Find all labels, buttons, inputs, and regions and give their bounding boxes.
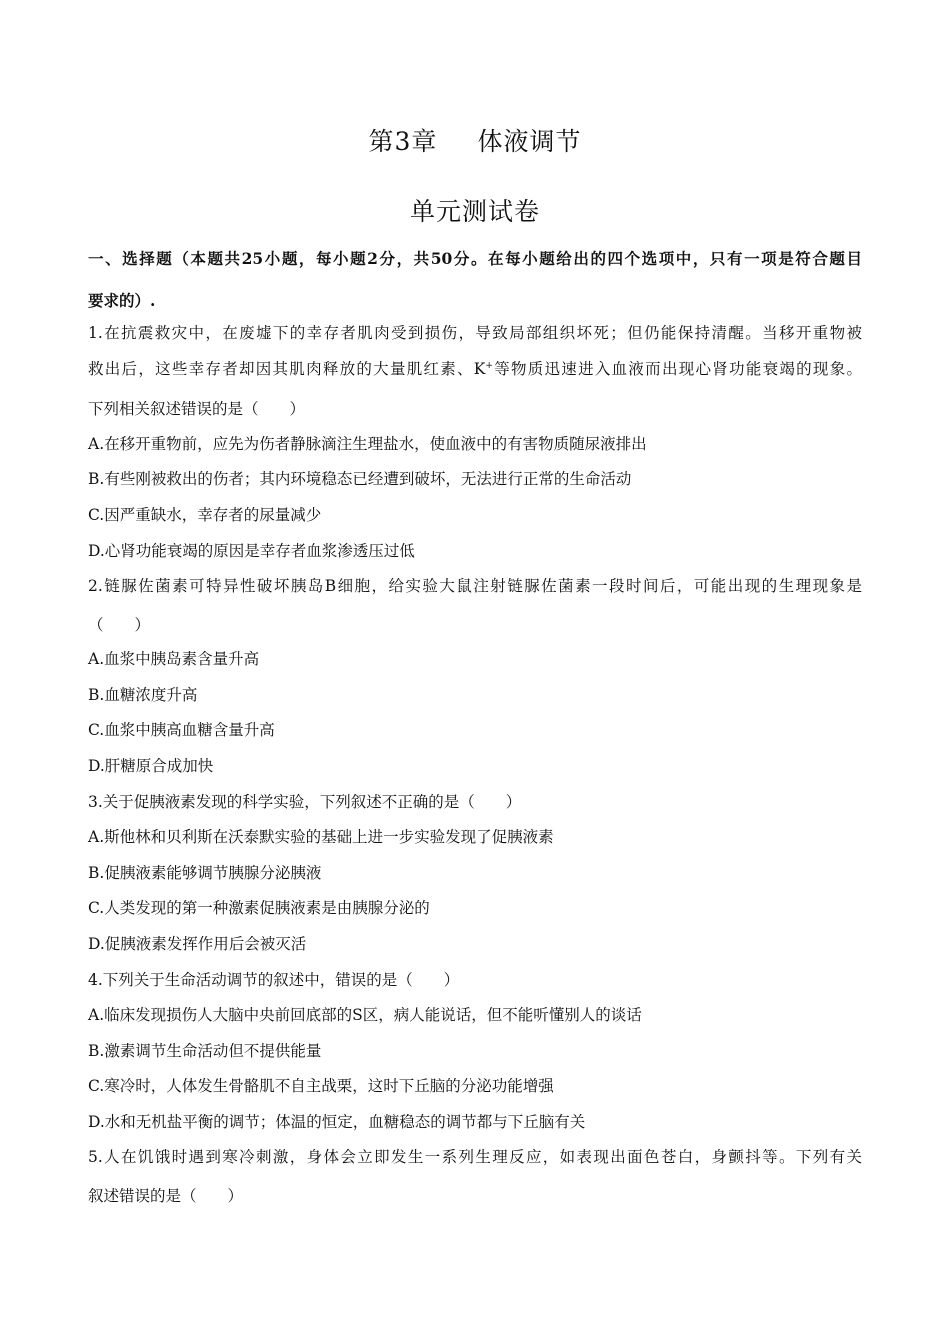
section-instructions-line1: 一、选择题（本题共25小题，每小题2分，共50分。在每小题给出的四个选项中，只有一项是符合题目 [88,249,862,268]
q2-option-b: B.血糖浓度升高 [88,686,198,704]
q2-stem-line1: 2.链脲佐菌素可特异性破坏胰岛B细胞，给实验大鼠注射链脲佐菌素一段时间后，可能出现的生理现象是 [88,577,862,595]
q4-option-a: A.临床发现损伤人大脑中央前回底部的S区，病人能说话，但不能听懂别人的谈话 [88,1006,642,1024]
chapter-number: 第3章 [368,127,438,156]
chapter-title: 体液调节 [477,127,582,156]
q3-option-d: D.促胰液素发挥作用后会被灭活 [88,935,307,953]
q1-option-d: D.心肾功能衰竭的原因是幸存者血浆渗透压过低 [88,542,415,560]
q3-stem-line1: 3.关于促胰液素发现的科学实验，下列叙述不正确的是（ ） [88,793,522,811]
q4-option-b: B.激素调节生命活动但不提供能量 [88,1042,322,1060]
q2-option-c: C.血浆中胰高血糖含量升高 [88,721,275,739]
q1-option-c: C.因严重缺水，幸存者的尿量减少 [88,506,322,524]
potassium-superscript: + [485,361,493,371]
q5-stem-line1: 5.人在饥饿时遇到寒冷刺激，身体会立即发生一系列生理反应，如表现出面色苍白，身颤抖等。下列有关 [88,1148,862,1166]
chapter-heading [0,122,950,158]
q5-stem-line2: 叙述错误的是（ ） [88,1187,244,1205]
section-instructions-line2: 要求的）. [88,291,156,310]
q1-stem-line1: 1.在抗震救灾中，在废墟下的幸存者肌肉受到损伤，导致局部组织坏死；但仍能保持清醒。当移开重物被 [88,324,862,342]
page-subtitle: 单元测试卷 [409,197,540,226]
q1-stem-line3: 下列相关叙述错误的是（ ） [88,400,306,418]
q1-stem-line2: 救出后，这些幸存者却因其肌肉释放的大量肌红素、K+等物质迅速进入血液而出现心肾功能衰竭的现象。 [88,360,862,378]
q3-option-c: C.人类发现的第一种激素促胰液素是由胰腺分泌的 [88,899,430,917]
q1-option-b: B.有些刚被救出的伤者；其内环境稳态已经遭到破坏，无法进行正常的生命活动 [88,470,632,488]
q2-stem-line2: （ ） [88,616,151,634]
q3-option-b: B.促胰液素能够调节胰腺分泌胰液 [88,864,322,882]
q1-option-a: A.在移开重物前，应先为伤者静脉滴注生理盐水，使血液中的有害物质随尿液排出 [88,435,647,453]
q4-option-c: C.寒冷时，人体发生骨骼肌不自主战栗，这时下丘脑的分泌功能增强 [88,1077,554,1095]
q3-option-a: A.斯他林和贝利斯在沃泰默实验的基础上进一步实验发现了促胰液素 [88,828,554,846]
q4-option-d: D.水和无机盐平衡的调节；体温的恒定，血糖稳态的调节都与下丘脑有关 [88,1113,586,1131]
q2-option-d: D.肝糖原合成加快 [88,757,214,775]
q2-option-a: A.血浆中胰岛素含量升高 [88,650,260,668]
q4-stem-line1: 4.下列关于生命活动调节的叙述中，错误的是（ ） [88,971,460,989]
